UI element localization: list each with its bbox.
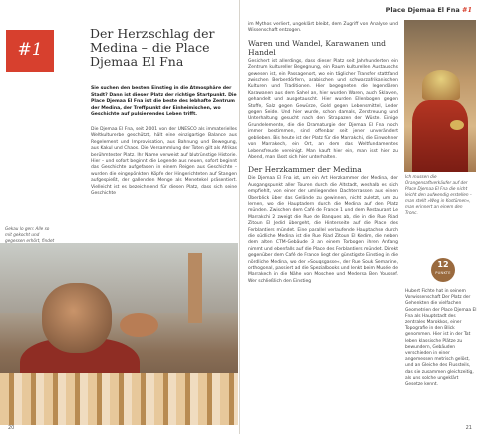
section-heading-medina: Der Herzkammer der Medina [248, 165, 362, 175]
body-paragraph: Die Djemaa El Fna, seit 2001 von der UNESCO als immaterielles Weltkulturerbe geschützt, hält eine einzigartige Balance aus Regelement und Improvisation, aus Bahnung und Bewegung, aus Kakul und Chaos. Die Versammlung der Toten gilt als Afrikas berühmtester Platz. Ihr Name verweist auf blutrünstige Historie. Hier – und sofort beginnt die Legende aus neuen, sofort beginnt das Geschichte aufgefasen in einem Reigen aus Geschichte – wurden die eingepönkten Köpfe der Hingerichteten auf Stangen aufgespießt, der gallenden Menge als Menetekel präsentiert. Vielleicht ist es bezeichnend für diesen Platz, dass sich seine Geschichte [91, 127, 237, 197]
sidebar-tip: Hubert Fichte hat in seinem Vorwissenschaft Der Platz der Gehenkten die vielfachen Geometrien der Place Djemaa El Fna als Hauptstadt des zentrales Marokkos, einer Topografie in den Blick genommen. Hier ist in der Tat leben klassische Plätze zu bewundern, Gebäuden verschieden in einer angemessen metrisch gelöst, und an Gleiche des Flussteils, das sie zusammen gleichzeitig, als uns solche ungeklärt Gesetze kennt. [405, 289, 477, 388]
page-number: 20 [8, 425, 15, 431]
water-seller-photo [404, 20, 476, 172]
chapter-number: #1 [17, 40, 43, 60]
right-page [240, 0, 480, 434]
running-number: #1 [462, 6, 472, 14]
vendor-photo [0, 243, 238, 425]
article-headline: Der Herzschlag der Medina – die Place Djemaa El Fna [90, 26, 215, 69]
main-column [248, 22, 398, 285]
photo-caption: Gekau lo gen: Alle so mit gekocht und gegessen erhört, findet [5, 226, 55, 243]
photo-caption-right: Ich mussen die Orangensaftverkäufer auf der Place Djemaa El Fna die nicht leicht den aufwendig erstellen – man stellt »Weg in Kostümen«, man erinnert an einem den Tronc. [405, 174, 472, 215]
chapter-badge [6, 30, 54, 72]
lead-paragraph: Sie suchen den besten Einstieg in die Atmosphäre der Stadt? Dann ist dieser Platz der richtige Startpunkt. Die Place Djemaa El Fna ist die beste des lebhafte Zentrum der Medina, der Treffpunkt der Einheimischen, wo Geschichte auf pulsierendes Leben trifft. [91, 86, 237, 118]
intro-paragraph: im Mythos verliert, ungeklärt bleibt, dem Zugriff von Analyse und Wissenschaft entzogen. [248, 22, 398, 34]
section-body-trade: Gesichert ist allerdings, dass dieser Platz seit Jahrhunderten ein Zentrum kultureller Begegnung, ein Raum kulturellen Austauschs gewesen ist, ein Passagenort, wo ein täglicher Transfer stattfand zwischen Berberdörfern, arabischen und schwarzafrikanischen Kulturen und Traditionen. Hier begegneten die legendären Karawanen aus dem Sahel an, hier wurden Waren, auch Sklaven, gehandelt und ausgetauscht. Hier wurden Ellenbogen gegen Stoffe, Salz gegen Gewürze, Gold gegen Lebensmittel, Leder gegen Seide. Und hier wurde, schon damals, Zerstreuung und Unterhaltung gesucht nach den Strapazen der Wüste. Einige Grundelemente, die die Dramaturgie der Djemaa El Fna noch immer bestimmen, sind offenbar seit jener unverändert geblieben. Bis heute ist der Platz für die Marrakchi, die Einwohner von Marrakech, ein Ort, an dem das Weltfundamentes Lebensfreude vereinigt. Man kauft hier ein, man isst hier zu Abend, man lässt sich hier unterhalten. [248, 58, 398, 160]
running-title: Place Djemaa El Fna [385, 6, 460, 14]
section-heading-trade: Waren und Wandel, Karawanen und Handel [248, 38, 387, 57]
points-label: PUNKTE [435, 271, 451, 275]
page-number-right: 21 [465, 425, 472, 431]
section-body-medina: Die Djemaa El Fna ist, um ein Art Herzkammer der Medina, der Ausgangspunkt aller Touren durch die Altstadt, weshalb es sich empfiehlt, von einer der umliegenden Dachterrassen aus einen Überblick über das Gelände zu gewinnen, nicht zuletzt, um zu lernen, wo die Hauptadern durch die Medina auf den Platz münden. Zwischen dem Café de France 1 und dem Restaurant Le Marrakchi 2 zweigt die Rue de Banques ab, die in die Rue Riad Zitoun El Jedid übergeht, die Hinterseite auf die Place des Ferblantiers mündet. Eine parallel verlaufende Hauptachse durch die südliche Medina ist die Rue Riad Zitoun El Kedim, die neben dem alten CTM-Gebäude 3 an einem Torbogen ihren Anfang nimmt und ebenfalls auf die Place des Ferblantiers mündet. Direkt gegenüber dem Café de France liegt der günstigste Einstieg in die nördliche Medina, wo der »Souqsgasse«, der Rue Souk Semarine, orthogonal, passiert ad die Spezialbooks und lenkt beim Musée de Marrakech in die Nähe von Moschee und Medersa Ben Youssef. Wer schließlich den Einstieg [248, 176, 398, 284]
points-number: 12 [437, 260, 449, 269]
points-badge [431, 258, 455, 282]
running-head [386, 6, 472, 14]
